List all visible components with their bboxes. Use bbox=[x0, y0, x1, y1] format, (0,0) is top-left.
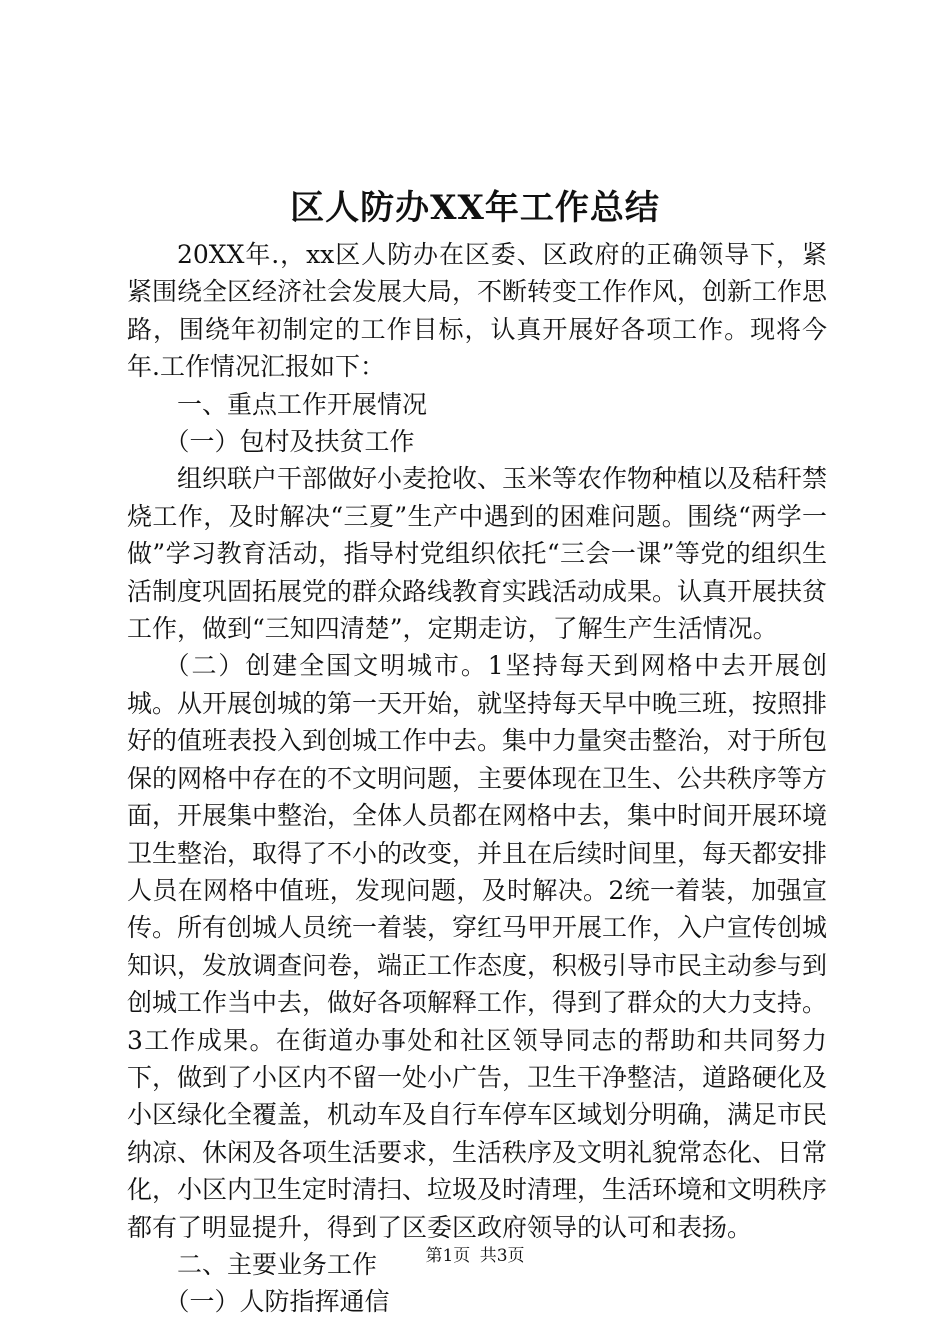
page-total: 共3页 bbox=[479, 1246, 525, 1266]
section-heading-main-business: 二、主要业务工作 bbox=[177, 1249, 378, 1279]
subsection-heading-village-poverty: （一）包村及扶贫工作 bbox=[164, 427, 415, 457]
village-poverty-paragraph: 组织联户干部做好小麦抢收、玉米等农作物种植以及秸秆禁烧工作，及时解决“三夏”生产中遇到的困难问题。围绕“两学一做”学习教育活动，指导村党组织依托“三会一课”等党的组织生活制度巩固拓展党的群众路线教育实践活动成果。认真开展扶贫工作，做到“三知四清楚”，定期走访，了解生产生活情况。 bbox=[127, 464, 828, 644]
civilized-city-paragraph: （二）创建全国文明城市。1坚持每天到网格中去开展创城。从开展创城的第一天开始，就坚持每天早中晚三班，按照排好的值班表投入到创城工作中去。集中力量突击整治，对于所包保的网格中存在的不文明问题，主要体现在卫生、公共秩序等方面，开展集中整治，全体人员都在网格中去，集中时间开展环境卫生整治，取得了不小的改变，并且在后续时间里，每天都安排人员在网格中值班，发现问题，及时解决。2统一着装，加强宣传。所有创城人员统一着装，穿红马甲开展工作，入户宣传创城知识，发放调查问卷，端正工作态度，积极引导市民主动参与到创城工作当中去，做好各项解释工作，得到了群众的大力支持。3工作成果。在街道办事处和社区领导同志的帮助和共同努力下，做到了小区内不留一处小广告，卫生干净整洁，道路硬化及小区绿化全覆盖，机动车及自行车停车区域划分明确，满足市民纳凉、休闲及各项生活要求，生活秩序及文明礼貌常态化、日常化，小区内卫生定时清扫、垃圾及时清理，生活环境和文明秩序都有了明显提升，得到了区委区政府领导的认可和表扬。 bbox=[127, 651, 828, 1242]
page-number: 第1页 bbox=[425, 1246, 471, 1266]
document-title: 区人防办XX年工作总结 bbox=[290, 188, 660, 228]
subsection-heading-command-communication: （一）人防指挥通信 bbox=[164, 1287, 390, 1317]
section-heading-key-work: 一、重点工作开展情况 bbox=[177, 389, 428, 419]
document-body bbox=[127, 236, 827, 1321]
page-footer bbox=[0, 1244, 950, 1268]
intro-paragraph: 20XX年.，xx区人防办在区委、区政府的正确领导下，紧紧围绕全区经济社会发展大局，不断转变工作作风，创新工作思路，围绕年初制定的工作目标，认真开展好各项工作。现将今年.工作情况汇报如下： bbox=[127, 240, 828, 382]
